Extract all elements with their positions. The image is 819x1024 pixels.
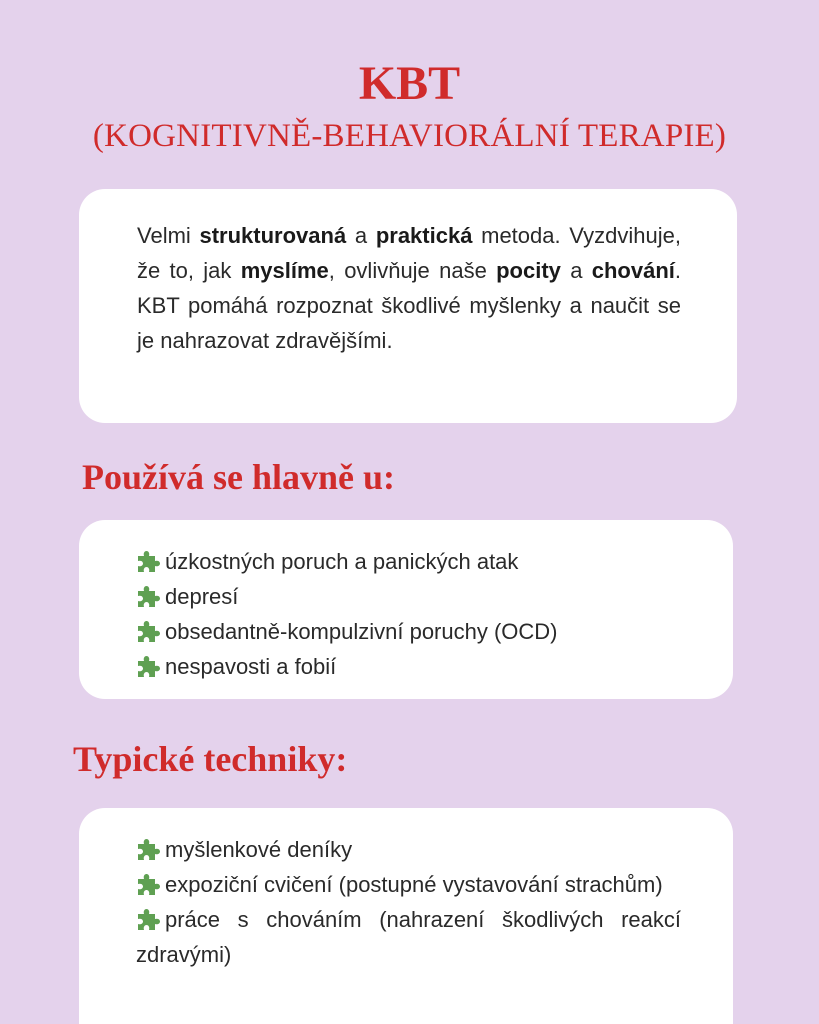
intro-segment: a — [346, 223, 376, 248]
intro-segment-bold: chování — [591, 258, 675, 283]
list-item — [136, 614, 703, 649]
puzzle-piece-icon — [136, 654, 160, 678]
techniques-list — [136, 832, 681, 972]
intro-segment-bold: praktická — [375, 223, 473, 248]
list-item — [136, 832, 681, 867]
intro-segment-bold: pocity — [496, 258, 561, 283]
uses-card — [79, 520, 733, 699]
uses-heading: Používá se hlavně u: — [82, 457, 396, 497]
intro-text — [137, 218, 681, 358]
techniques-heading: Typické techniky: — [73, 739, 348, 779]
list-item — [136, 649, 703, 684]
list-item-text: myšlenkové deníky — [165, 837, 353, 862]
list-item — [136, 579, 703, 614]
intro-segment-bold: myslíme — [240, 258, 329, 283]
list-item — [136, 544, 703, 579]
list-item-text: nespavosti a fobií — [165, 654, 337, 679]
list-item-text: depresí — [165, 584, 239, 609]
intro-segment: Velmi — [137, 223, 200, 248]
list-item-text: expoziční cvičení (postupné vystavování strachům) — [165, 872, 663, 897]
intro-segment: , ovlivňuje naše — [328, 258, 497, 283]
intro-segment-bold: strukturovaná — [199, 223, 347, 248]
puzzle-piece-icon — [136, 619, 160, 643]
techniques-card — [79, 808, 733, 1024]
list-item-text: úzkostných poruch a panických atak — [165, 549, 519, 574]
puzzle-piece-icon — [136, 549, 160, 573]
page-title: KBT — [358, 57, 461, 110]
puzzle-piece-icon — [136, 837, 160, 861]
puzzle-piece-icon — [136, 872, 160, 896]
page-subtitle: (KOGNITIVNĚ-BEHAVIORÁLNÍ TERAPIE) — [92, 118, 727, 154]
uses-list — [136, 544, 703, 684]
list-item — [136, 867, 681, 902]
list-item-text: práce s chováním (nahrazení škodlivých reakcí zdravými) — [136, 907, 681, 967]
list-item-text: obsedantně-kompulzivní poruchy (OCD) — [165, 619, 558, 644]
intro-segment: metoda. Vyzdvihuje, že to, jak — [137, 223, 681, 283]
intro-segment: a — [560, 258, 592, 283]
intro-card — [79, 189, 737, 423]
intro-segment: . KBT pomáhá rozpoznat škodlivé myšlenky a naučit se je nahrazovat zdravějšími. — [137, 258, 682, 353]
puzzle-piece-icon — [136, 584, 160, 608]
list-item — [136, 902, 681, 972]
puzzle-piece-icon — [136, 907, 160, 931]
